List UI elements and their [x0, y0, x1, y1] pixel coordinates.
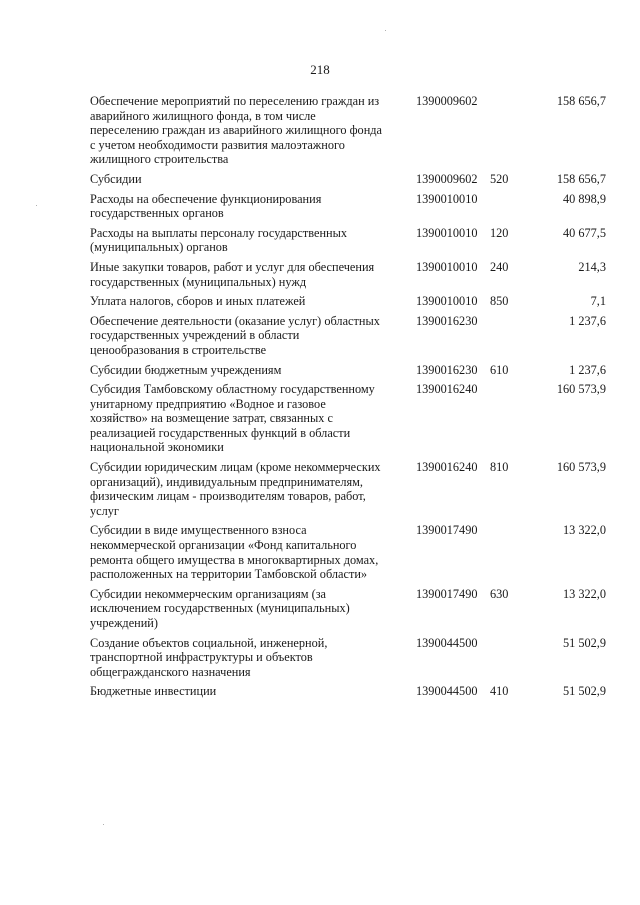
- row-name: Бюджетные инвестиции: [90, 684, 217, 699]
- row-name: Уплата налогов, сборов и иных платежей: [90, 294, 306, 309]
- row-code: 1390016240: [416, 382, 478, 397]
- row-amount: 40 898,9: [562, 191, 606, 206]
- row-code: 1390044500: [416, 684, 478, 699]
- row-name: Субсидии бюджетным учреждениям: [90, 362, 282, 377]
- budget-table: [90, 94, 606, 704]
- row-amount: 40 677,5: [562, 225, 606, 240]
- row-amount: 214,3: [578, 259, 606, 274]
- row-expense-type: 410: [490, 684, 509, 699]
- row-name: Обеспечение мероприятий по переселению граждан из аварийного жилищного фонда, в том числе переселению граждан из аварийного жилищного фонда с учетом необходимости развития малоэтажного жилищного строительства: [90, 94, 382, 167]
- table-row: [90, 172, 606, 192]
- row-name: Расходы на обеспечение функционирования государственных органов: [90, 191, 322, 221]
- row-code: 1390010010: [416, 259, 478, 274]
- row-amount: 158 656,7: [556, 171, 606, 186]
- row-name: Обеспечение деятельности (оказание услуг) областных государственных учреждений в области ценообразования в строительстве: [90, 313, 380, 357]
- row-code: 1390010010: [416, 191, 478, 206]
- row-expense-type: 520: [490, 171, 509, 186]
- row-amount: 13 322,0: [562, 523, 606, 538]
- row-amount: 160 573,9: [556, 460, 606, 475]
- table-row: [90, 260, 606, 294]
- table-row: [90, 363, 606, 383]
- page-number: 218: [310, 62, 330, 77]
- row-name: Субсидия Тамбовскому областному государственному унитарному предприятию «Водное и газовое хозяйство» на возмещение затрат, связанных с реализацией государственных функций в области национальной экономики: [90, 382, 375, 455]
- row-code: 1390009602: [416, 171, 478, 186]
- row-expense-type: 120: [490, 225, 509, 240]
- row-code: 1390010010: [416, 225, 478, 240]
- row-code: 1390044500: [416, 635, 478, 650]
- row-expense-type: [478, 382, 522, 460]
- row-expense-type: 240: [490, 259, 509, 274]
- row-amount: 7,1: [590, 294, 606, 309]
- row-name: Субсидии в виде имущественного взноса некоммерческой организации «Фонд капитального ремонта общего имущества в многоквартирных домах, расположенных на территории Тамбовской области»: [90, 523, 379, 582]
- scan-speck: [36, 205, 37, 206]
- table-row: [90, 294, 606, 314]
- table-row: [90, 587, 606, 636]
- row-name: Расходы на выплаты персоналу государственных (муниципальных) органов: [90, 225, 348, 255]
- row-name: Иные закупки товаров, работ и услуг для обеспечения государственных (муниципальных) нужд: [90, 259, 375, 289]
- row-code: 1390016230: [416, 362, 478, 377]
- scan-speck: [103, 824, 104, 825]
- row-amount: 1 237,6: [569, 313, 606, 328]
- table-row: [90, 226, 606, 260]
- row-expense-type: [478, 94, 522, 172]
- table-row: [90, 636, 606, 685]
- table-row: [90, 382, 606, 460]
- row-expense-type: 610: [490, 362, 509, 377]
- table-row: [90, 523, 606, 586]
- row-expense-type: 630: [490, 586, 509, 601]
- row-amount: 158 656,7: [556, 94, 606, 108]
- row-name: Субсидии: [90, 171, 142, 186]
- row-name: Субсидии юридическим лицам (кроме некоммерческих организаций), индивидуальным предпринимателям, физическим лицам - производителям товаров, работ, услуг: [90, 460, 381, 518]
- table-row: [90, 684, 606, 704]
- table-row: [90, 460, 606, 523]
- row-expense-type: [478, 192, 522, 226]
- row-amount: 51 502,9: [562, 684, 606, 699]
- row-code: 1390016230: [416, 313, 478, 328]
- scan-speck: [385, 30, 386, 31]
- row-expense-type: [478, 636, 522, 685]
- row-name: Создание объектов социальной, инженерной, транспортной инфраструктуры и объектов общегражданского назначения: [90, 635, 328, 679]
- row-name: Субсидии некоммерческим организациям (за исключением государственных (муниципальных) учреждений): [90, 586, 350, 630]
- row-amount: 51 502,9: [562, 635, 606, 650]
- row-expense-type: [478, 314, 522, 363]
- row-expense-type: 810: [490, 460, 509, 475]
- row-code: 1390016240: [416, 460, 478, 475]
- row-amount: 160 573,9: [556, 382, 606, 397]
- row-code: 1390010010: [416, 294, 478, 309]
- table-row: [90, 314, 606, 363]
- row-code: 1390017490: [416, 586, 478, 601]
- row-expense-type: [478, 523, 522, 586]
- row-amount: 1 237,6: [569, 362, 606, 377]
- table-row: [90, 94, 606, 172]
- row-amount: 13 322,0: [562, 586, 606, 601]
- row-code: 1390017490: [416, 523, 478, 538]
- row-expense-type: 850: [490, 294, 509, 309]
- row-code: 1390009602: [416, 94, 478, 108]
- table-row: [90, 192, 606, 226]
